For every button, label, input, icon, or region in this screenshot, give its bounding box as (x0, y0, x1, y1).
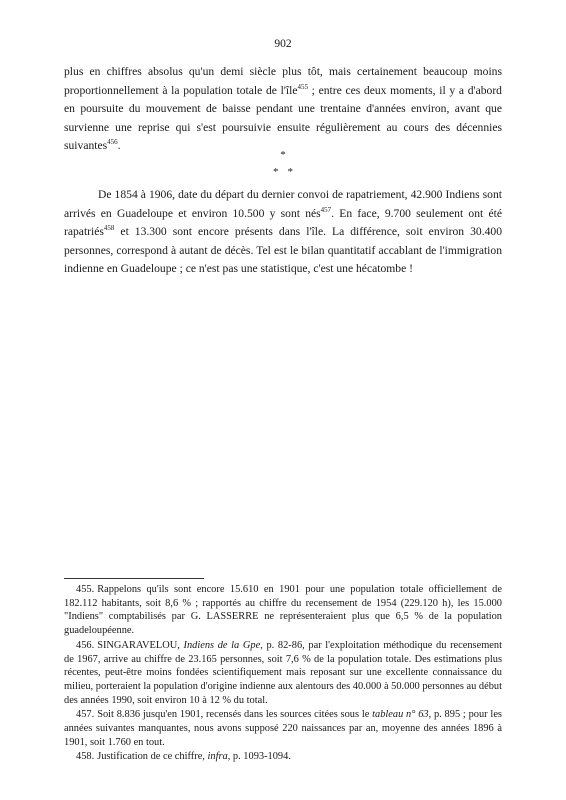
footnote-text: SINGARAVELOU, (97, 639, 184, 651)
asterism-top: * (280, 149, 286, 161)
footnote-text: Soit 8.836 jusqu'en 1901, recensés dans les sources citées sous le (97, 709, 373, 721)
footnote-text: Justification de ce chiffre, (97, 751, 208, 763)
footnote-455 (64, 583, 502, 638)
footnote-separator (64, 578, 204, 579)
footnote-number: 457. (76, 709, 95, 721)
footnote-text: , p. 82-86, par l'exploitation méthodique du recensement de 1967, arrive au chiffre de 23.165 personnes, soit 7,6 % de la population totale. Des estimations plus récentes, peut-être moins fondées scientifiquement mais reposant sur une excellente connaissance du milieu, porteraient la population d'origine indienne aux alentours des 40.000 à 50.000 personnes au début des années 1990, soit environ 10 à 12 % du total. (64, 639, 502, 706)
footnote-ref-455[interactable]: 455 (297, 82, 308, 91)
footnote-text: , p. 895 ; pour les années suivantes manquantes, nous avons supposé 220 naissances par an, moyenne des années 1896 à 1901, soit 1.760 en tout. (64, 709, 502, 748)
footnote-number: 458. (76, 751, 95, 763)
footnote-italic-title: Indiens de la Gpe (183, 639, 261, 651)
footnote-ref-458[interactable]: 458 (103, 224, 115, 233)
paragraph-1-text-a: plus en chiffres absolus qu'un demi siècle plus tôt, mais certainement beaucoup moins proportionnellement à la population totale de l'île (64, 65, 502, 97)
footnote-text: , p. 1093-1094. (227, 751, 291, 763)
footnote-ref-456[interactable]: 456 (107, 138, 118, 147)
page-number: 902 (274, 38, 292, 50)
footnote-457 (64, 708, 502, 749)
asterism-bottom: ** (273, 166, 302, 178)
footnote-text: Rappelons qu'ils sont encore 15.610 en 1901 pour une population totale officiellement de 182.112 habitants, soit 8,6 % ; rapportés au chiffre du recensement de 1954 (229.120 h), les 15.000 "Indiens" comptabilisés par G. LASSERRE ne représenteraient plus que 6,5 % de la population guadeloupéenne. (64, 584, 502, 637)
paragraph-2-text-c: et 13.300 sont encore présents dans l'île. La différence, soit environ 30.400 personnes, correspond à autant de décès. Tel est le bilan quantitatif accablant de l'immigration indienne en Guadeloupe ; ce n'est pas une statistique, c'est une hécatombe ! (64, 225, 502, 276)
footnotes (64, 583, 502, 765)
footnote-number: 456. (76, 639, 95, 651)
footnote-ref-457[interactable]: 457 (320, 205, 332, 214)
footnote-number: 455. (76, 584, 95, 595)
paragraph-2-text-a: De 1854 à 1906, date du départ du dernier convoi de rapatriement, 42.900 Indiens sont arrivés en Guadeloupe et environ 10.500 y sont nés (64, 188, 502, 220)
paragraph-2 (64, 186, 502, 279)
footnote-italic-ref: infra (207, 751, 228, 763)
paragraph-1-text-b: ; entre ces deux moments, il y a d'abord en poursuite du mouvement de baisse pendant une trentaine d'années environ, avant que survienne une reprise qui s'est poursuivie ensuite régulièrement au cours des décennies suivantes (64, 83, 502, 153)
footnote-458 (64, 750, 502, 764)
footnote-456 (64, 639, 502, 708)
paragraph-1-text-c: . (117, 139, 121, 153)
paragraph-2-text-b: . En face, 9.700 seulement ont été rapatriés (64, 206, 502, 239)
footnote-italic-ref: tableau n° 63 (372, 709, 429, 721)
paragraph-1 (64, 63, 502, 156)
